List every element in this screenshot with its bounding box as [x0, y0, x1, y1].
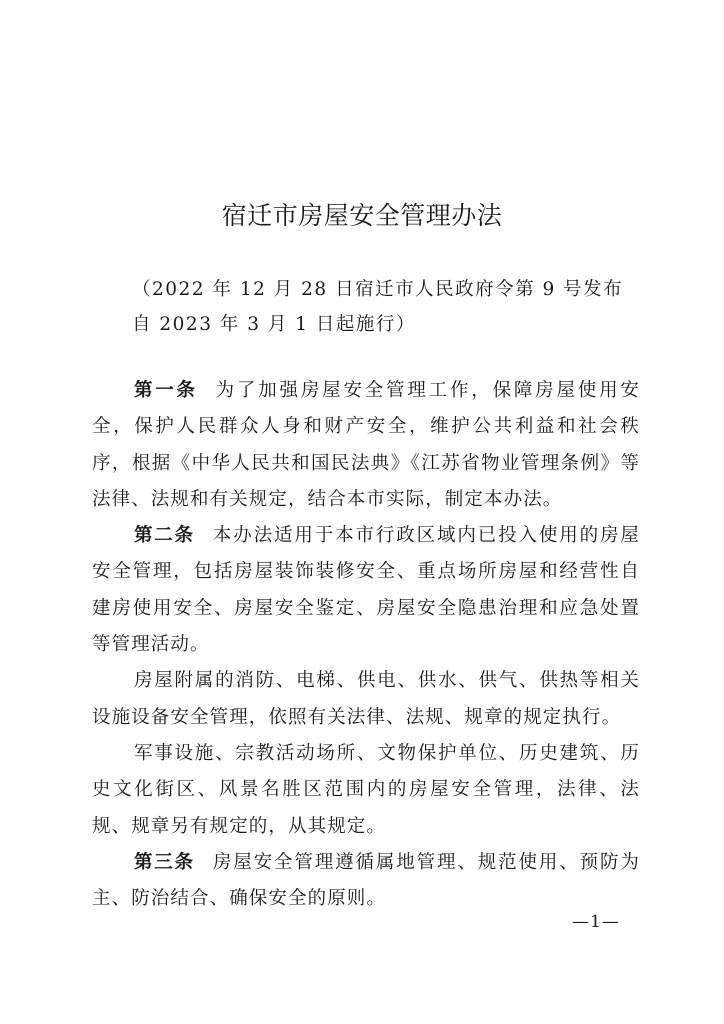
article-3-label: 第三条: [134, 851, 195, 873]
article-2-paragraph: [92, 518, 640, 663]
article-2-text: 本办法适用于本市行政区域内已投入使用的房屋安全管理，包括房屋装饰装修安全、重点场所房屋和经营性自建房使用安全、房屋安全鉴定、房屋安全隐患治理和应急处置等管理活动。: [92, 525, 640, 656]
article-2-clause-3-text: 军事设施、宗教活动场所、文物保护单位、历史建筑、历史文化街区、风景名胜区范围内的房屋安全管理，法律、法规、规章另有规定的，从其规定。: [92, 742, 640, 837]
article-3-text: 房屋安全管理遵循属地管理、规范使用、预防为主、防治结合、确保安全的原则。: [92, 851, 640, 910]
article-2-clause-2: [92, 663, 640, 736]
release-note-line-2: 自 2023 年 3 月 1 日起施行）: [132, 314, 416, 335]
page-number: —1—: [572, 912, 620, 932]
article-1-text: 为了加强房屋安全管理工作，保障房屋使用安全，保护人民群众人身和财产安全，维护公共利益和社会秩序，根据《中华人民共和国民法典》《江苏省物业管理条例》等法律、法规和有关规定，结合本市实际，制定本办法。: [92, 380, 640, 510]
release-note: [132, 272, 624, 342]
article-1-label: 第一条: [134, 380, 198, 401]
article-3-paragraph: [92, 845, 640, 918]
article-1-paragraph: [92, 373, 640, 518]
document-title: 宿迁市房屋安全管理办法: [221, 201, 503, 230]
release-note-line-1: （2022 年 12 月 28 日宿迁市人民政府令第 9 号发布: [132, 279, 624, 300]
document-body: [92, 373, 640, 917]
article-2-clause-3: [92, 736, 640, 845]
article-2-label: 第二条: [134, 525, 195, 547]
article-2-clause-2-text: 房屋附属的消防、电梯、供电、供水、供气、供热等相关设施设备安全管理，依照有关法律、法规、规章的规定执行。: [92, 670, 640, 728]
